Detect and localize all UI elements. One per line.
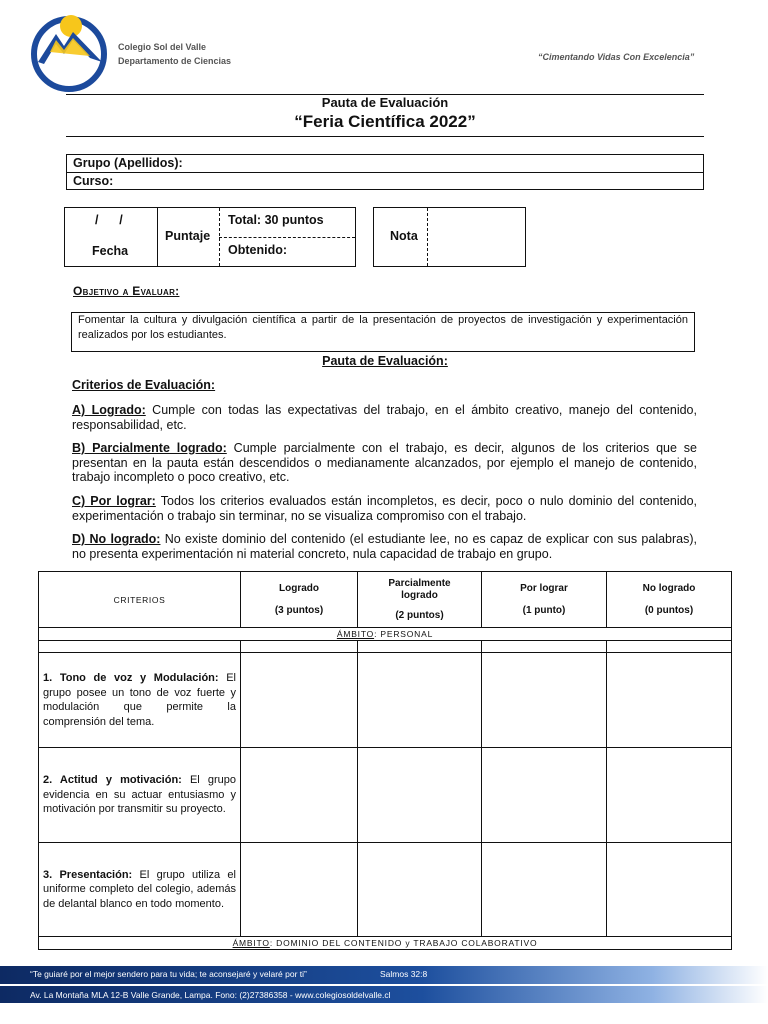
criterion-b — [72, 441, 697, 485]
date-field: / / — [95, 213, 123, 227]
criterion-cell — [39, 843, 241, 937]
school-name: Colegio Sol del Valle — [118, 42, 207, 52]
empty-cell — [39, 641, 241, 653]
curso-label: Curso: — [73, 174, 114, 188]
score-cell[interactable] — [358, 653, 482, 748]
footer-verse: “Te guiaré por el mejor sendero para tu vida; te aconsejaré y velaré por ti” — [30, 969, 307, 979]
criterion-cell — [39, 653, 241, 748]
ambito-word: ÁMBITO — [336, 628, 375, 639]
objective-text: Fomentar la cultura y divulgación científica a partir de la presentación de proyectos de investigación y experimentación realizados por los estudiantes. — [71, 312, 695, 352]
criterion-text: Todos los criterios evaluados están incompletos, es decir, poco o nulo dominio del contenido, experimentación o trabajo sin terminar, no se visualiza compromiso con el trabajo. — [72, 494, 698, 523]
event-title: “Feria Científica 2022” — [294, 112, 476, 131]
criterion-label: B) Parcialmente logrado: — [72, 441, 227, 455]
column-name: Por lograr — [520, 582, 568, 594]
column-name: Logrado — [279, 582, 319, 594]
criterion-text: Cumple con todas las expectativas del trabajo, en el ámbito creativo, manejo del contenido, responsabilidad, etc. — [72, 403, 697, 432]
empty-cell — [358, 641, 482, 653]
divider — [427, 208, 428, 266]
footer-address: Av. La Montaña MLA 12-B Valle Grande, Lampa. Fono: (2)27386358 - www.colegiosoldelvalle.cl — [30, 990, 391, 1000]
divider — [219, 237, 355, 238]
department-name: Departamento de Ciencias — [118, 56, 232, 66]
column-points: (0 puntos) — [644, 604, 694, 616]
school-header — [118, 40, 231, 68]
school-logo — [30, 12, 108, 92]
criterion-title: 1. Tono de voz y Modulación: — [43, 672, 219, 684]
criterios-header: CRITERIOS — [39, 572, 241, 628]
ambito-name: : DOMINIO DEL CONTENIDO y TRABAJO COLABORATIVO — [269, 937, 538, 948]
total-label: Total: 30 puntos — [228, 213, 324, 227]
criterion-title: 2. Actitud y motivación: — [43, 774, 182, 787]
score-cell[interactable] — [482, 843, 607, 937]
column-points: (3 puntos) — [274, 604, 324, 616]
ambito-row — [39, 628, 732, 641]
ambito-row — [39, 937, 732, 950]
column-name: No logrado — [642, 582, 696, 594]
ambito-word: ÁMBITO — [232, 937, 270, 948]
table-header-row — [39, 572, 732, 628]
table-row — [39, 748, 732, 843]
footer-address-bar — [0, 986, 768, 1003]
score-cell[interactable] — [358, 843, 482, 937]
criterion-text: No existe dominio del contenido (el estudiante lee, no es capaz de explicar con sus palabras), no presenta experimentación ni material concreto, nula capacidad de trabajo en grupo. — [72, 532, 697, 561]
score-cell[interactable] — [607, 843, 732, 937]
footer-verse-bar — [0, 966, 768, 984]
criterion-label: A) Logrado: — [72, 403, 146, 417]
empty-cell — [607, 641, 732, 653]
rubric-table — [38, 571, 732, 950]
table-row — [39, 843, 732, 937]
ambito-label — [39, 937, 732, 950]
spacer-row — [39, 641, 732, 653]
grade-box — [373, 207, 526, 267]
score-cell[interactable] — [607, 748, 732, 843]
criterion-cell — [39, 748, 241, 843]
empty-cell — [482, 641, 607, 653]
page-title: Pauta de Evaluación — [321, 95, 449, 110]
score-cell[interactable] — [241, 843, 358, 937]
nota-label: Nota — [390, 229, 418, 243]
score-cell[interactable] — [241, 653, 358, 748]
score-cell[interactable] — [607, 653, 732, 748]
criterion-label: D) No logrado: — [72, 532, 161, 546]
column-header — [607, 572, 732, 628]
school-motto: “Cimentando Vidas Con Excelencia” — [538, 52, 695, 62]
criterion-c — [72, 494, 697, 523]
divider — [157, 208, 158, 266]
empty-cell — [241, 641, 358, 653]
criterion-description: El grupo posee un tono de voz fuerte y modulación que permite la comprensión del tema. — [43, 672, 236, 728]
grupo-label: Grupo (Apellidos): — [73, 156, 183, 170]
objective-label: Objetivo a Evaluar: — [73, 284, 180, 298]
criterion-label: C) Por lograr: — [72, 494, 156, 508]
ambito-label — [39, 628, 732, 641]
obtenido-label: Obtenido: — [228, 243, 288, 257]
column-points: (1 punto) — [522, 604, 566, 616]
score-cell[interactable] — [241, 748, 358, 843]
group-info-box — [66, 154, 704, 190]
ambito-name: : PERSONAL — [374, 628, 434, 639]
puntaje-label: Puntaje — [165, 229, 211, 243]
score-cell[interactable] — [482, 653, 607, 748]
criterion-text: Cumple parcialmente con el trabajo, es decir, algunos de los criterios que se presentan en la pauta están descendidos o medianamente alcanzados, por ejemplo el manejo de contenido, trabajo incompleto o poco creativo, etc. — [72, 441, 698, 484]
score-cell[interactable] — [482, 748, 607, 843]
column-header — [482, 572, 607, 628]
fecha-label: Fecha — [92, 244, 129, 258]
criterion-d — [72, 532, 697, 561]
criterion-description: El grupo utiliza el uniforme completo del colegio, además de delantal blanco en todo momento. — [43, 868, 236, 910]
divider — [67, 172, 703, 173]
footer-verse-reference: Salmos 32:8 — [380, 969, 428, 979]
title-bottom-rule — [66, 136, 704, 137]
column-name: Parcialmente logrado — [388, 577, 451, 601]
column-header — [241, 572, 358, 628]
evaluation-subtitle: Pauta de Evaluación: — [322, 354, 448, 368]
score-box — [64, 207, 356, 267]
criterion-title: 3. Presentación: — [43, 868, 133, 881]
criteria-title: Criterios de Evaluación: — [72, 378, 216, 392]
column-points: (2 puntos) — [395, 609, 444, 621]
criterion-description: El grupo evidencia en su actuar entusiasmo y motivación por transmitir su proyecto. — [43, 774, 236, 816]
score-cell[interactable] — [358, 748, 482, 843]
column-header — [358, 572, 482, 628]
criterion-a — [72, 403, 697, 432]
table-row — [39, 653, 732, 748]
